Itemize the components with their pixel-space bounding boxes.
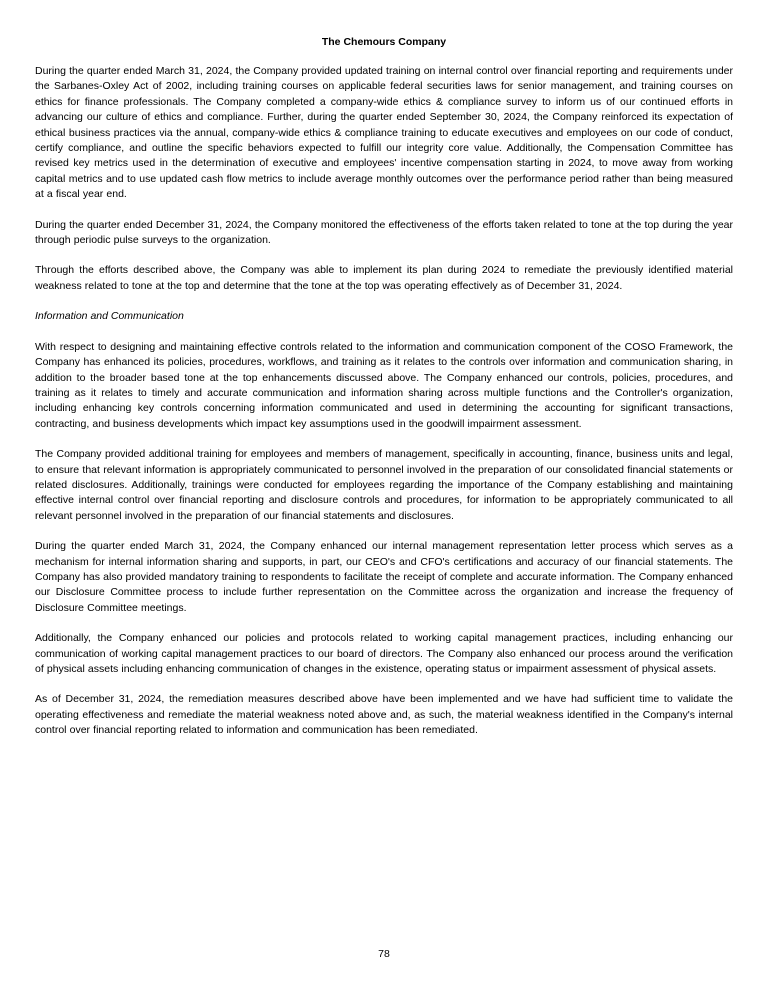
paragraph-training-q1-2024: During the quarter ended March 31, 2024, the Company provided updated training on internal control over financial reporting and requirements under the Sarbanes-Oxley Act of 2002, including training courses on applicable federal securities laws for senior management, and training courses on ethics for finance professionals. The Company completed a company-wide ethics & compliance survey to inform us of our continued efforts in advancing our culture of ethics and compliance. Further, during the quarter ended September 30, 2024, the Company reinforced its expectation of ethical business practices via the annual, company-wide ethics & compliance training to educate executives and employees on our code of conduct, certify compliance, and outline the specific behaviors expected to fulfill our integrity core value. Additionally, the Compensation Committee has revised key metrics used in the determination of executive and employees' incentive compensation starting in 2024, to move away from working capital metrics and to use updated cash flow metrics to include average monthly outcomes over the performance period rather than being measured at a fiscal year end.: [35, 65, 733, 201]
document-title: The Chemours Company: [321, 36, 447, 48]
paragraph-coso-framework-controls: With respect to designing and maintaining effective controls related to the information and communication component of the COSO Framework, the Company has enhanced its policies, procedures, workflows, and training as it relates to the controls over information and communication sharing, in addition to the broader based tone at the top enhancements discussed above. The Company enhanced our controls, policies, procedures, and training as it relates to timely and accurate communication and information sharing across multiple functions and the Controller's organization, including enhancing key controls concerning information communicated and used in determining the accounting for significant transactions, contracting, and business developments which impact key assumptions used in the goodwill impairment assessment.: [35, 340, 733, 430]
paragraph-representation-letter-process: During the quarter ended March 31, 2024, the Company enhanced our internal management representation letter process which serves as a mechanism for internal information sharing and supports, in part, our CEO's and CFO's certifications and accuracy of our financial statements. The Company has also provided mandatory training to respondents to facilitate the receipt of complete and accurate information. The Company enhanced our Disclosure Committee process to include further representation on the Committee across the organization and increase the frequency of Disclosure Committee meetings.: [35, 540, 733, 614]
paragraph-remediation-conclusion: As of December 31, 2024, the remediation measures described above have been implemented and we have had sufficient time to validate the operating effectiveness and remediate the material weakness noted above and, as such, the material weakness identified in the Company's internal control over financial reporting related to information and communication has been remediated.: [35, 693, 733, 737]
paragraph-remediation-tone-at-top: Through the efforts described above, the Company was able to implement its plan during 2024 to remediate the previously identified material weakness related to tone at the top and determine that the tone at the top was operating effectively as of December 31, 2024.: [35, 264, 733, 292]
paragraph-additional-training: The Company provided additional training for employees and members of management, specifically in accounting, finance, business units and legal, to ensure that relevant information is appropriately communicated to personnel involved in the preparation of our consolidated financial statements or related disclosures. Additionally, trainings were conducted for employees regarding the importance of the Company establishing and maintaining effective internal control over financial reporting and disclosure controls and procedures, for information to be appropriately communicated to all relevant personnel involved in the preparation of our financial statements and disclosures.: [35, 448, 733, 522]
paragraph-monitoring-q4-2024: During the quarter ended December 31, 2024, the Company monitored the effectiveness of the efforts taken related to tone at the top during the year through periodic pulse surveys to the organization.: [35, 218, 733, 247]
page-number: 78: [378, 948, 390, 960]
paragraph-working-capital-practices: Additionally, the Company enhanced our policies and protocols related to working capital management practices, including enhancing our communication of working capital management practices to our board of directors. The Company also enhanced our process around the verification of physical assets including enhancing communication of changes in the existence, operating status or impairment assessment of physical assets.: [35, 632, 733, 675]
section-heading-information-and-communication: Information and Communication: [35, 310, 184, 323]
